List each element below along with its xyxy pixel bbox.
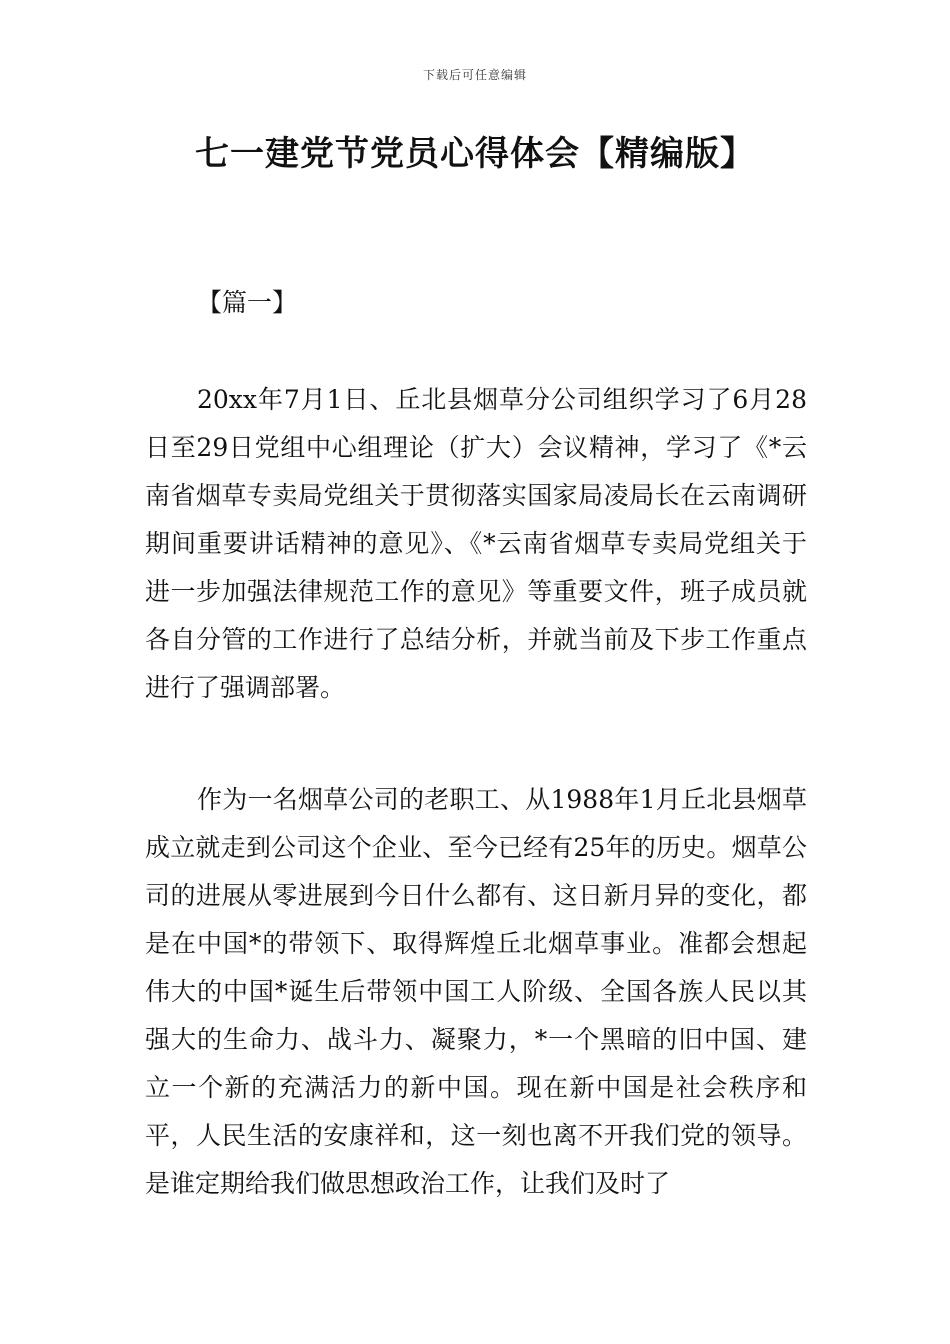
document-title: 七一建党节党员心得体会【精编版】	[195, 134, 755, 174]
header-note: 下载后可任意编辑	[422, 68, 527, 82]
paragraph-1: 20xx年7月1日、丘北县烟草分公司组织学习了6月28日至29日党组中心组理论（扩大）会议精神，学习了《*云南省烟草专卖局党组关于贯彻落实国家局凌局长在云南调研期间重要讲话精神的意见》、《*云南省烟草专卖局党组关于进一步加强法律规范工作的意见》等重要文件，班子成员就各自分管的工作进行了总结分析，并就当前及下步工作重点进行了强调部署。	[145, 385, 807, 702]
paragraph-2: 作为一名烟草公司的老职工、从1988年1月丘北县烟草成立就走到公司这个企业、至今已经有25年的历史。烟草公司的进展从零进展到今日什么都有、这日新月异的变化，都是在中国*的带领下、取得辉煌丘北烟草事业。准都会想起伟大的中国*诞生后带领中国工人阶级、全国各族人民以其强大的生命力、战斗力、凝聚力，*一个黑暗的旧中国、建立一个新的充满活力的新中国。现在新中国是社会秩序和平，人民生活的安康祥和，这一刻也离不开我们党的领导。是谁定期给我们做思想政治工作，让我们及时了	[145, 785, 807, 1198]
section-label: 【篇一】	[197, 288, 298, 317]
